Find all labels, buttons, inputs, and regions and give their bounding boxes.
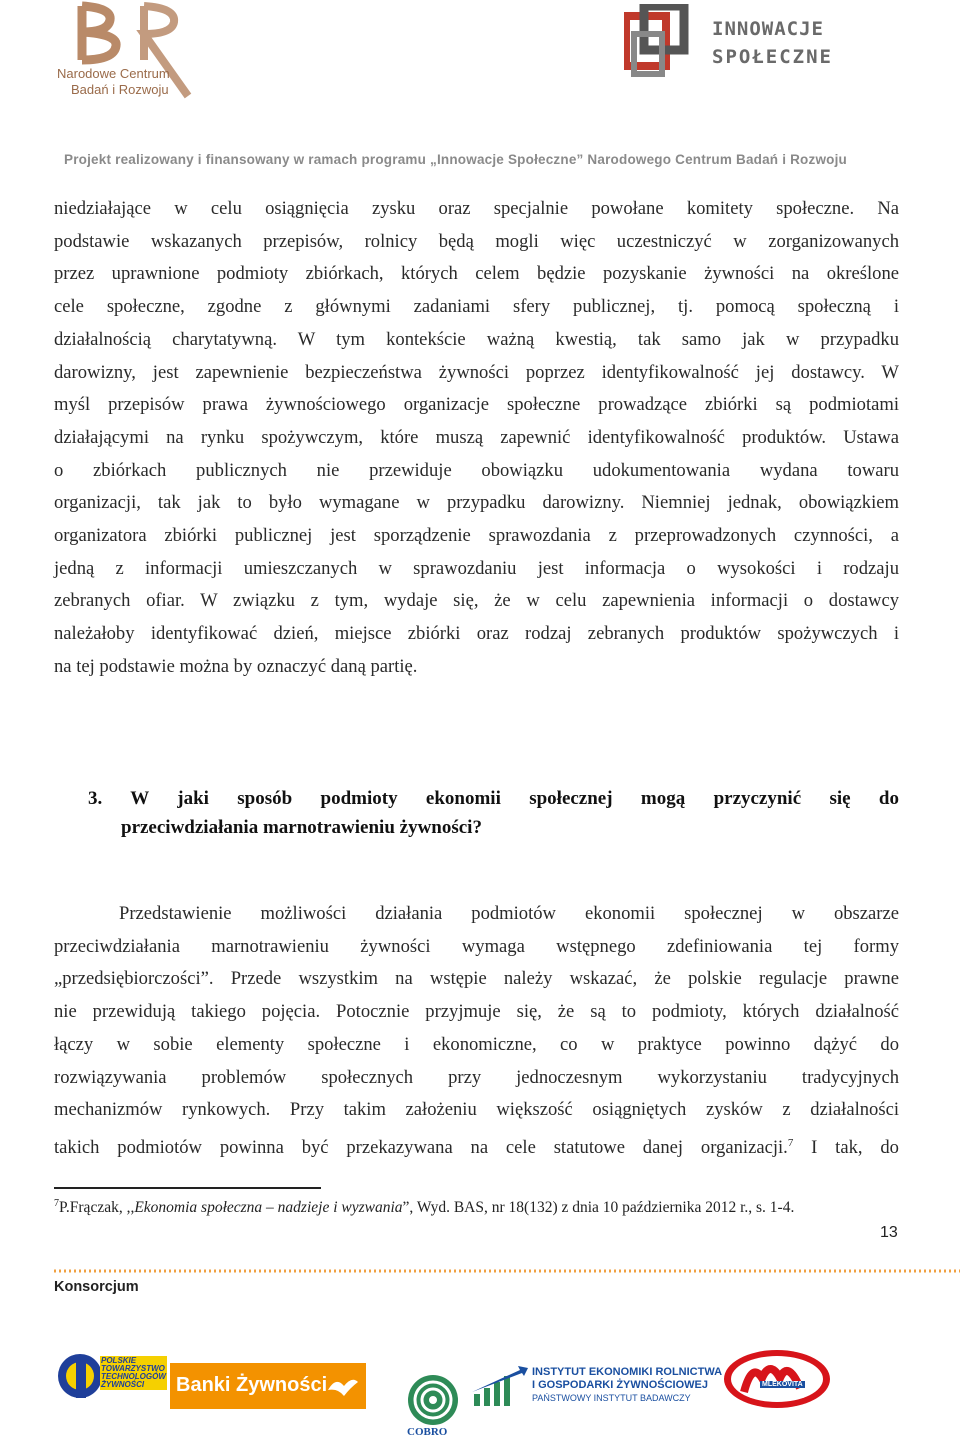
banki-text: Banki Żywności	[176, 1374, 328, 1396]
project-banner: Projekt realizowany i finansowany w ramach programu „Innowacje Społeczne” Narodowego Centrum Badań i Rozwoju	[64, 152, 847, 167]
section-heading	[88, 784, 899, 842]
text-line: organizacji, tak jak to było wymagane w przypadku darowizny. Niemniej jednak, obowiązkiem	[54, 492, 899, 514]
text-line: rozwiązywania problemów społecznych przy jednoczesnym wykorzystaniu tradycyjnych	[54, 1066, 899, 1088]
mlekovita-text: MLEKOVITA	[762, 1381, 803, 1388]
ptt-line2: TOWARZYSTWO	[101, 1364, 165, 1373]
mlekovita-logo	[722, 1348, 832, 1410]
ncbr-logo-text	[57, 66, 227, 98]
ierigz-line1: INSTYTUT EKONOMIKI ROLNICTWA	[532, 1366, 723, 1378]
ierigz-arrow-icon	[470, 1364, 530, 1410]
text-line: łączy w sobie elementy społeczne i ekonomiczne, co w praktyce powinno dążyć do	[54, 1033, 899, 1055]
innowacje-spoleczne-text	[712, 18, 833, 68]
footnote-rule	[54, 1187, 321, 1189]
text-line: przeciwdziałania marnotrawieniu żywności wymaga wstępnego zdefiniowania tej formy	[54, 935, 899, 957]
heading-line2: przeciwdziałania marnotrawieniu żywności?	[121, 817, 482, 838]
footnote	[54, 1198, 794, 1217]
text-line: o zbiórkach publicznych nie przewiduje obowiązku udokumentowania wydana towaru	[54, 459, 899, 481]
footnote-title: Ekonomia społeczna – nadzieje i wyzwania	[134, 1199, 403, 1217]
ptt-line4: ŻYWNOŚCI	[101, 1380, 145, 1389]
text-line-last	[54, 1127, 899, 1165]
ptt-line1: POLSKIE	[101, 1356, 137, 1365]
is-line2: SPOŁECZNE	[712, 46, 833, 68]
text-line: „przedsiębiorczości”. Przede wszystkim na wstępie należy wskazać, że polskie regulacje prawne	[54, 968, 899, 990]
footnote-prefix: P.Frączak, ,,	[59, 1199, 135, 1217]
text-line: darowizny, jest zapewnienie bezpieczeństwa żywności poprzez identyfikowalność jej dostawcy. W	[54, 361, 899, 383]
dotted-separator	[54, 1268, 960, 1274]
cobro-logo	[405, 1370, 461, 1440]
text-line: nie przewidują takiego pojęcia. Potocznie przyjmuje się, że są to podmioty, których działalność	[54, 1001, 899, 1023]
footnote-ref[interactable]: 7	[787, 1136, 794, 1149]
text-line-part: takich podmiotów powinna być przekazywana na cele statutowe danej organizacji.	[54, 1137, 788, 1159]
cobro-text: COBRO	[407, 1426, 448, 1438]
text-line-part: I tak, do	[793, 1137, 899, 1159]
text-line: cele społeczne, zgodne z głównymi zadaniami sfery publicznej, tj. pomocą społeczną i	[54, 296, 899, 318]
text-line: działalnością charytatywną. W tym kontekście ważną kwestią, tak samo jak w przypadku	[54, 328, 899, 350]
text-line: Przedstawienie możliwości działania podmiotów ekonomii społecznej w obszarze	[119, 903, 899, 924]
text-line: działającymi na rynku spożywczym, które muszą zapewnić identyfikowalność produktów. Ustawa	[54, 426, 899, 448]
ncbr-line1: Narodowe Centrum	[57, 66, 170, 81]
text-line: organizatora zbiórki publicznej jest sporządzenie sprawozdania z przeprowadzonych czynności, a	[54, 525, 899, 547]
is-line1: INNOWACJE	[712, 18, 824, 40]
footnote-suffix: ”, Wyd. BAS, nr 18(132) z dnia 10 października 2012 r., s. 1-4.	[402, 1199, 795, 1217]
text-line: przez uprawnione podmioty zbiórkach, których celem będzie pozyskanie żywności na określone	[54, 263, 899, 285]
mlekovita-emblem-icon	[722, 1348, 832, 1410]
ptt-logo	[56, 1338, 171, 1410]
text-line: jedną z informacji umieszczanych w sprawozdaniu jest informacja o wysokości i rodzaju	[54, 557, 899, 579]
ierigz-line3: PAŃSTWOWY INSTYTUT BADAWCZY	[532, 1393, 691, 1403]
ierigz-logo	[470, 1364, 723, 1414]
heading-line1: 3. W jaki sposób podmioty ekonomii społecznej mogą przyczynić się do	[88, 788, 899, 809]
ierigz-line2: I GOSPODARKI ŻYWNOŚCIOWEJ	[532, 1379, 709, 1391]
text-line: należałoby identyfikować dzień, miejsce zbiórki oraz rodzaj zebranych produktów spożywczych i	[54, 623, 899, 645]
text-line: podstawie wskazanych przepisów, rolnicy będą mogli więc uczestniczyć w zorganizowanych	[54, 230, 899, 252]
text-line: mechanizmów rynkowych. Przy takim założeniu większość osiągniętych zysków z działalności	[54, 1099, 899, 1121]
cobro-rings-icon	[405, 1370, 461, 1428]
paragraph-2	[54, 898, 899, 1165]
text-line: zebranych ofiar. W związku z tym, wydaje się, że w celu zapewnienia informacji o dostawcy	[54, 590, 899, 612]
bird-icon	[326, 1372, 360, 1400]
text-line: niedziałające w celu osiągnięcia zysku oraz specjalnie powołane komitety społeczne. Na	[54, 198, 899, 219]
ptt-line3: TECHNOLOGÓW	[101, 1372, 166, 1381]
banki-zywnosci-logo	[170, 1363, 366, 1409]
page-number: 13	[880, 1224, 898, 1241]
text-line: na tej podstawie można by oznaczyć daną partię.	[54, 655, 418, 677]
konsorcjum-label: Konsorcjum	[54, 1279, 139, 1295]
paragraph-1	[54, 193, 899, 684]
text-line: myśl przepisów prawa żywnościowego organizacje społeczne prowadzące zbiórki są podmiotami	[54, 394, 899, 416]
footnote-mark: 7	[54, 1198, 59, 1209]
ncbr-line2: Badań i Rozwoju	[71, 82, 169, 97]
